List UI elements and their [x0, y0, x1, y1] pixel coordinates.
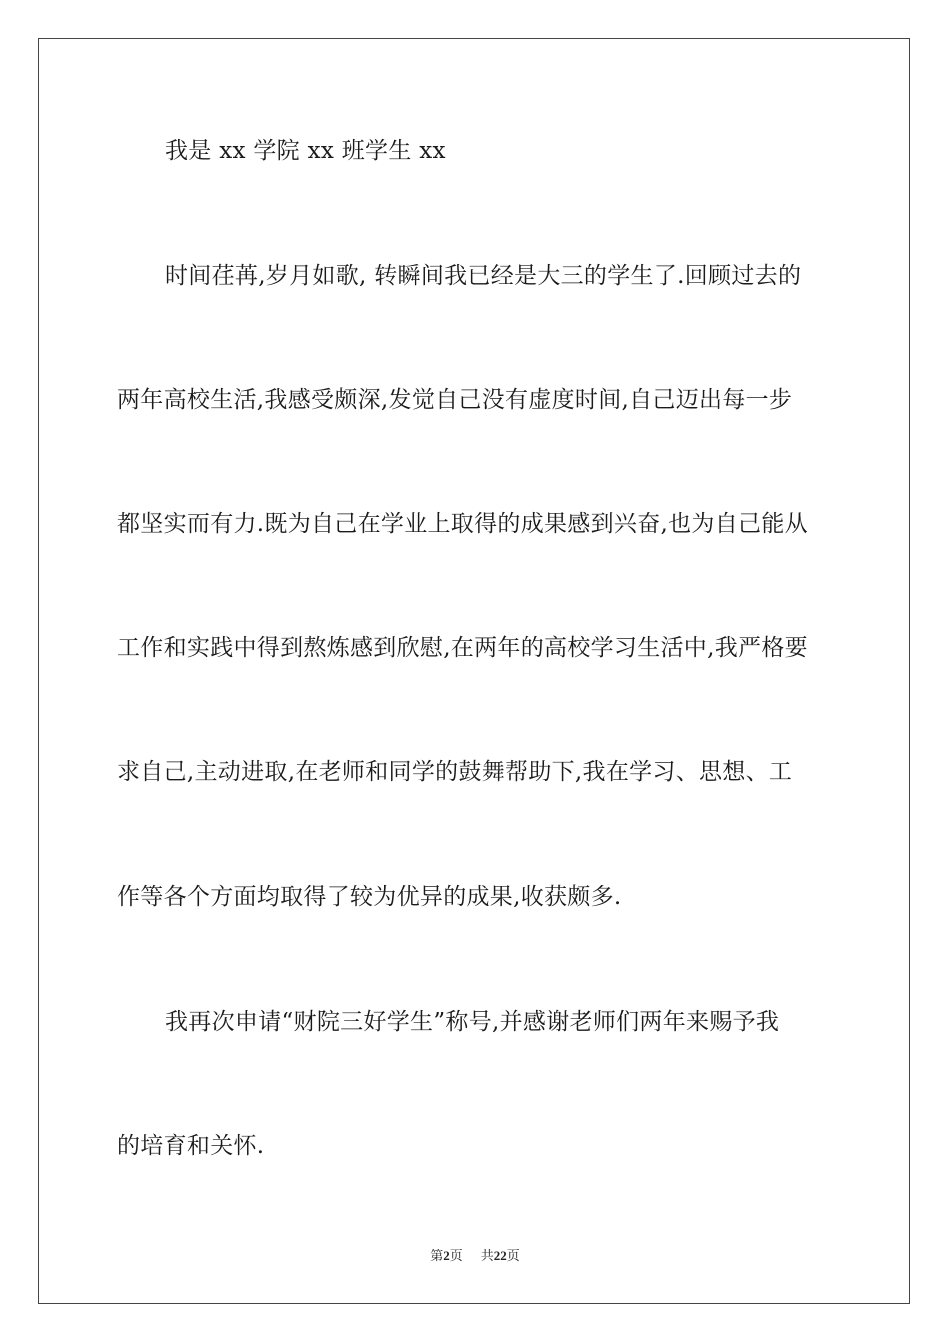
current-page-number: 2 [443, 1248, 450, 1263]
paragraph-closing-line: 的培育和关怀. [117, 1133, 265, 1159]
page-suffix: 页 [449, 1249, 463, 1264]
paragraph-intro-line: 我是 xx 学院 xx 班学生 xx [165, 138, 446, 164]
page-footer [0, 1247, 950, 1266]
page-prefix: 第 [430, 1249, 444, 1264]
paragraph-body-line: 时间荏苒,岁月如歌, 转瞬间我已经是大三的学生了.回顾过去的 [165, 263, 802, 289]
paragraph-closing-line: 我再次申请“财院三好学生”称号,并感谢老师们两年来赐予我 [165, 1009, 780, 1035]
paragraph-body-line: 两年高校生活,我感受颇深,发觉自己没有虚度时间,自己迈出每一步 [117, 387, 793, 413]
paragraph-body-line: 求自己,主动进取,在老师和同学的鼓舞帮助下,我在学习、思想、工 [117, 759, 793, 785]
paragraph-body-line: 都坚实而有力.既为自己在学业上取得的成果感到兴奋,也为自己能从 [117, 511, 808, 537]
total-pages-number: 22 [493, 1248, 507, 1263]
page-border [38, 38, 910, 1304]
total-prefix: 共 [480, 1249, 494, 1264]
total-suffix: 页 [506, 1249, 520, 1264]
paragraph-body-line: 工作和实践中得到熬炼感到欣慰,在两年的高校学习生活中,我严格要 [117, 635, 808, 661]
paragraph-body-line: 作等各个方面均取得了较为优异的成果,收获颇多. [117, 884, 622, 910]
